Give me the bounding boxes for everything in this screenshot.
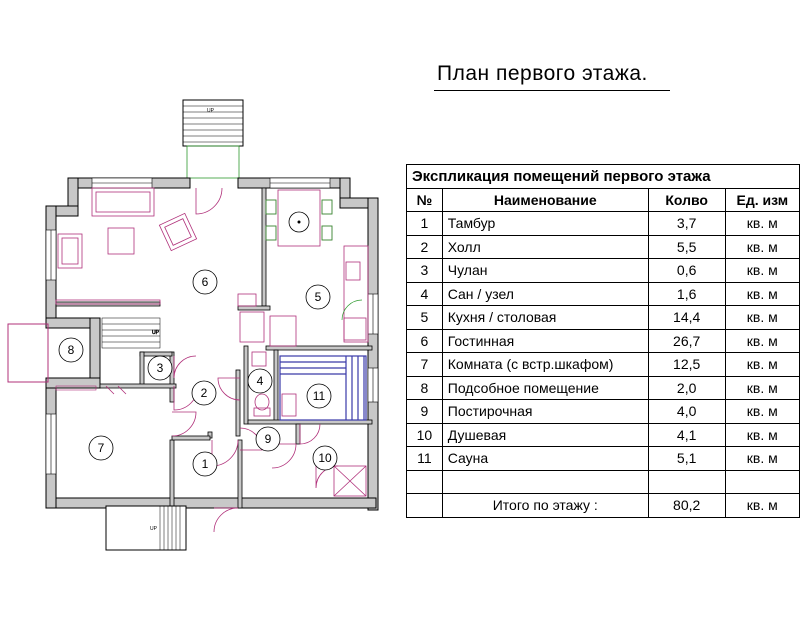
table-row <box>407 259 800 283</box>
cell-unit: кв. м <box>725 447 799 471</box>
inner-stairs <box>102 318 160 348</box>
table-caption: Экспликация помещений первого этажа <box>407 165 800 189</box>
room-label-8 <box>59 338 83 362</box>
total-unit: кв. м <box>725 494 799 518</box>
room-label-6-text: 6 <box>201 275 209 289</box>
room-label-9 <box>256 427 280 451</box>
room-label-5 <box>306 285 330 309</box>
table-row <box>407 423 800 447</box>
bottom-porch-stairs <box>106 506 186 550</box>
header-no: № <box>407 188 443 212</box>
cell-name: Тамбур <box>442 212 648 236</box>
title-underline <box>434 90 670 91</box>
cell-no: 5 <box>407 306 443 330</box>
cell-qty: 5,1 <box>648 447 725 471</box>
cell-qty: 2,0 <box>648 376 725 400</box>
table-row <box>407 212 800 236</box>
room-label-6 <box>193 270 217 294</box>
cell-unit: кв. м <box>725 306 799 330</box>
cell-no: 4 <box>407 282 443 306</box>
svg-text:UP: UP <box>207 108 214 114</box>
table-row <box>407 235 800 259</box>
cell-unit: кв. м <box>725 423 799 447</box>
cell-unit: кв. м <box>725 282 799 306</box>
room-label-3-text: 3 <box>156 361 164 375</box>
table-row <box>407 353 800 377</box>
room-label-10-text: 10 <box>318 451 332 465</box>
cell-no: 7 <box>407 353 443 377</box>
table-row <box>407 447 800 471</box>
cell-name: Холл <box>442 235 648 259</box>
total-label: Итого по этажу : <box>442 494 648 518</box>
cell-qty: 3,7 <box>648 212 725 236</box>
cell-no: 11 <box>407 447 443 471</box>
cell-no: 2 <box>407 235 443 259</box>
header-qty: Колво <box>648 188 725 212</box>
cell-unit: кв. м <box>725 212 799 236</box>
utility-porch <box>8 324 48 382</box>
cell-qty: 5,5 <box>648 235 725 259</box>
cell-name: Сан / узел <box>442 282 648 306</box>
cell-no: 1 <box>407 212 443 236</box>
table-header-row <box>407 188 800 212</box>
cell-qty: 12,5 <box>648 353 725 377</box>
room-label-7 <box>89 436 113 460</box>
room-label-8-text: 8 <box>67 343 75 357</box>
room-label-9-text: 9 <box>264 432 272 446</box>
room-label-5-text: 5 <box>314 290 322 304</box>
cell-qty: 0,6 <box>648 259 725 283</box>
cell-name: Гостинная <box>442 329 648 353</box>
room-label-1-text: 1 <box>201 457 209 471</box>
cell-name: Постирочная <box>442 400 648 424</box>
table-row-empty <box>407 470 800 494</box>
cell-no: 6 <box>407 329 443 353</box>
cell-name: Подсобное помещение <box>442 376 648 400</box>
cell-unit: кв. м <box>725 329 799 353</box>
page-title: План первого этажа. <box>437 62 648 85</box>
room-label-11-text: 11 <box>312 389 326 403</box>
cell-name: Кухня / столовая <box>442 306 648 330</box>
cell-no: 8 <box>407 376 443 400</box>
cell-no: 9 <box>407 400 443 424</box>
cell-unit: кв. м <box>725 259 799 283</box>
table-total-row <box>407 494 800 518</box>
room-label-3 <box>148 356 172 380</box>
cell-unit: кв. м <box>725 235 799 259</box>
table-row <box>407 400 800 424</box>
cell-qty: 1,6 <box>648 282 725 306</box>
cell-qty: 4,0 <box>648 400 725 424</box>
table-row <box>407 282 800 306</box>
cell-name: Чулан <box>442 259 648 283</box>
room-label-1 <box>193 452 217 476</box>
room-label-4 <box>248 369 272 393</box>
svg-text:UP: UP <box>152 330 159 336</box>
cell-unit: кв. м <box>725 376 799 400</box>
cell-name: Комната (с встр.шкафом) <box>442 353 648 377</box>
cell-no: 10 <box>407 423 443 447</box>
header-name: Наименование <box>442 188 648 212</box>
cell-qty: 4,1 <box>648 423 725 447</box>
explication-table <box>406 164 800 518</box>
cell-name: Сауна <box>442 447 648 471</box>
cell-name: Душевая <box>442 423 648 447</box>
room-label-2-text: 2 <box>200 386 208 400</box>
room-label-4-text: 4 <box>256 374 264 388</box>
room-labels <box>59 270 337 476</box>
table-row <box>407 329 800 353</box>
cell-unit: кв. м <box>725 400 799 424</box>
room-label-7-text: 7 <box>97 441 105 455</box>
room-label-2 <box>192 381 216 405</box>
table-caption-row <box>407 165 800 189</box>
cell-qty: 26,7 <box>648 329 725 353</box>
total-qty: 80,2 <box>648 494 725 518</box>
table-body <box>407 212 800 471</box>
table-row <box>407 376 800 400</box>
doors-green <box>342 300 362 320</box>
svg-text:UP: UP <box>150 526 157 532</box>
table-row <box>407 306 800 330</box>
cell-qty: 14,4 <box>648 306 725 330</box>
top-porch-stairs <box>183 100 243 178</box>
header-unit: Ед. изм <box>725 188 799 212</box>
cell-no: 3 <box>407 259 443 283</box>
room-label-11 <box>307 384 331 408</box>
shower-tray <box>334 466 366 496</box>
kitchen-furniture <box>266 190 368 346</box>
cell-unit: кв. м <box>725 353 799 377</box>
room-label-10 <box>313 446 337 470</box>
